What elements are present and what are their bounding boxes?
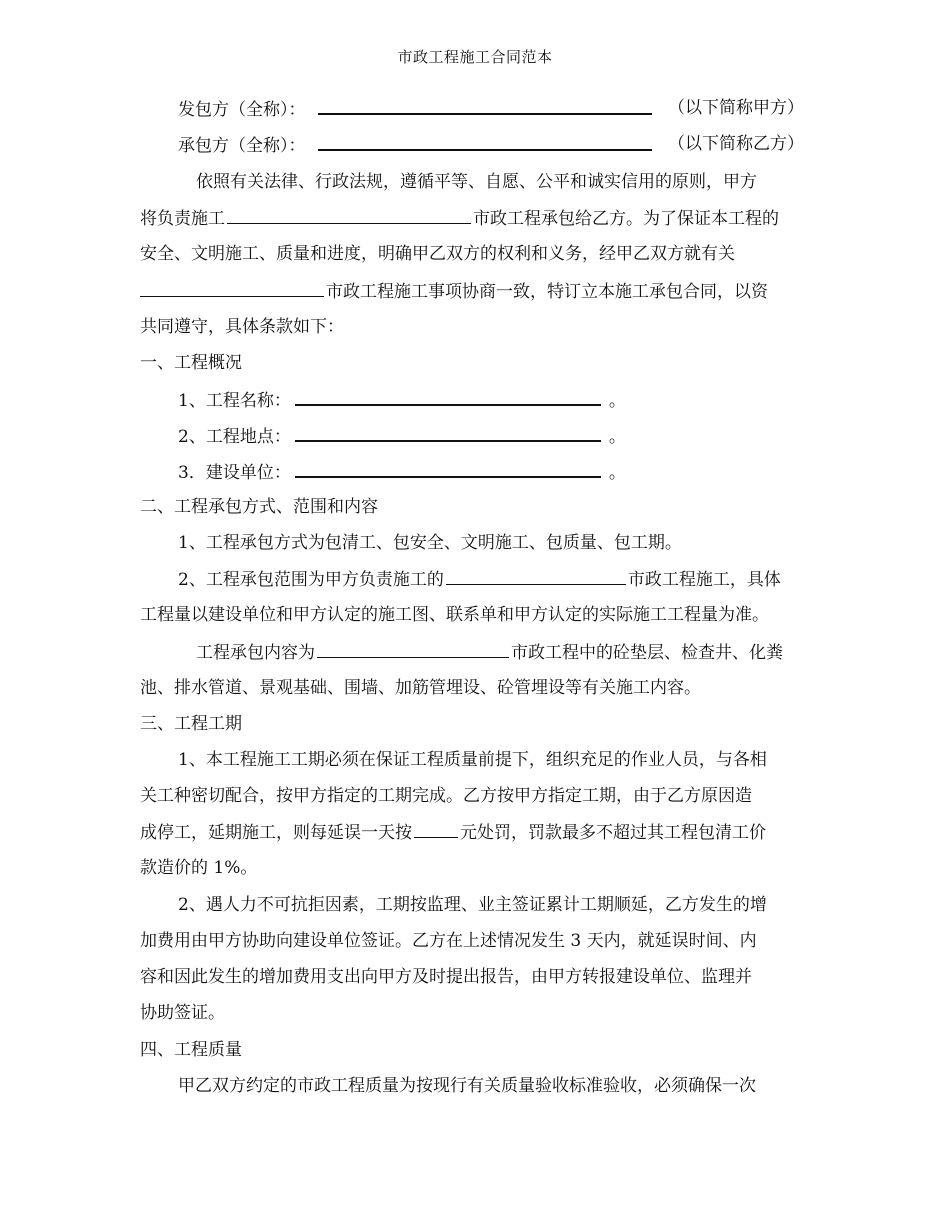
section-4-heading: 四、工程质量 (140, 1040, 242, 1060)
s2-p2-post: 市政工程施工，具体 (627, 570, 781, 590)
project-title-blank[interactable] (295, 387, 601, 406)
s1-item-2 (178, 423, 626, 449)
s3-para-2-line-2: 加费用由甲方协助向建设单位签证。乙方在上述情况发生 3 天内，就延误时间、内 (140, 931, 757, 951)
content-project-blank[interactable] (317, 640, 509, 658)
s3-para-1-line-4: 款造价的 1%。 (140, 858, 258, 878)
s1-item-1-label: 1、工程名称： (178, 391, 291, 411)
party-b-line (178, 132, 654, 158)
s2-para-2-line-1 (178, 567, 781, 592)
project-name-blank-2[interactable] (140, 279, 324, 297)
s2-para-3-line-2: 池、排水管道、景观基础、围墙、加筋管埋设、砼管埋设等有关施工内容。 (140, 678, 701, 698)
s1-item-1-end: 。 (608, 391, 626, 411)
section-2-heading: 二、工程承包方式、范围和内容 (140, 497, 378, 517)
s3-p1-l3-pre: 成停工，延期施工，则每延误一天按 (140, 823, 412, 843)
preamble-line-1: 依照有关法律、行政法规，遵循平等、自愿、公平和诚实信用的原则，甲方 (196, 172, 757, 192)
party-b-label: 承包方（全称）： (178, 136, 306, 156)
s3-para-1-line-1: 1、本工程施工工期必须在保证工程质量前提下，组织充足的作业人员，与各相 (178, 750, 767, 770)
project-name-blank-1[interactable] (227, 206, 471, 224)
section-3-heading: 三、工程工期 (140, 714, 242, 734)
penalty-amount-blank[interactable] (414, 820, 458, 838)
preamble-l2-pre: 将负责施工 (140, 209, 225, 229)
preamble-line-4 (140, 279, 768, 304)
preamble-l2-post: 市政工程承包给乙方。为了保证本工程的 (473, 209, 779, 229)
construction-unit-blank[interactable] (295, 459, 601, 478)
page-header-title: 市政工程施工合同范本 (397, 48, 553, 66)
s3-para-2-line-1: 2、遇人力不可抗拒因素，工期按监理、业主签证累计工期顺延，乙方发生的增 (178, 895, 767, 915)
party-a-line (178, 96, 654, 122)
s4-para-1-line-1: 甲乙双方约定的市政工程质量为按现行有关质量验收标准验收，必须确保一次 (178, 1076, 756, 1096)
s2-p3-post: 市政工程中的砼垫层、检查井、化粪 (511, 643, 783, 663)
s3-para-1-line-3 (140, 820, 766, 845)
party-b-blank[interactable] (318, 132, 652, 151)
s1-item-2-end: 。 (608, 427, 626, 447)
preamble-line-2 (140, 206, 779, 231)
party-a-suffix: （以下简称甲方） (668, 98, 804, 118)
party-a-label: 发包方（全称）： (178, 100, 306, 120)
scope-project-blank[interactable] (446, 567, 626, 585)
party-b-suffix: （以下简称乙方） (668, 134, 804, 154)
s3-para-1-line-2: 关工种密切配合，按甲方指定的工期完成。乙方按甲方指定工期，由于乙方原因造 (140, 786, 752, 806)
preamble-line-5: 共同遵守，具体条款如下： (140, 317, 344, 337)
s2-para-1: 1、工程承包方式为包清工、包安全、文明施工、包质量、包工期。 (178, 533, 682, 553)
s1-item-3-end: 。 (608, 463, 626, 483)
party-a-blank[interactable] (318, 96, 652, 115)
s2-p3-pre: 工程承包内容为 (196, 643, 315, 663)
preamble-l4-post: 市政工程施工事项协商一致，特订立本施工承包合同，以资 (326, 282, 768, 302)
preamble-line-3: 安全、文明施工、质量和进度，明确甲乙双方的权利和义务，经甲乙双方就有关 (140, 244, 735, 264)
s3-para-2-line-4: 协助签证。 (140, 1003, 225, 1023)
s2-para-2-line-2: 工程量以建设单位和甲方认定的施工图、联系单和甲方认定的实际施工工程量为准。 (140, 605, 769, 625)
s1-item-2-label: 2、工程地点： (178, 427, 291, 447)
s2-para-3-line-1 (196, 640, 783, 665)
s1-item-1 (178, 387, 626, 413)
s3-p1-l3-post: 元处罚，罚款最多不超过其工程包清工价 (460, 823, 766, 843)
project-location-blank[interactable] (295, 423, 601, 442)
section-1-heading: 一、工程概况 (140, 353, 242, 373)
s2-p2-pre: 2、工程承包范围为甲方负责施工的 (178, 570, 444, 590)
s3-para-2-line-3: 容和因此发生的增加费用支出向甲方及时提出报告，由甲方转报建设单位、监理并 (140, 967, 752, 987)
s1-item-3 (178, 459, 626, 485)
s1-item-3-label: 3．建设单位： (178, 463, 291, 483)
